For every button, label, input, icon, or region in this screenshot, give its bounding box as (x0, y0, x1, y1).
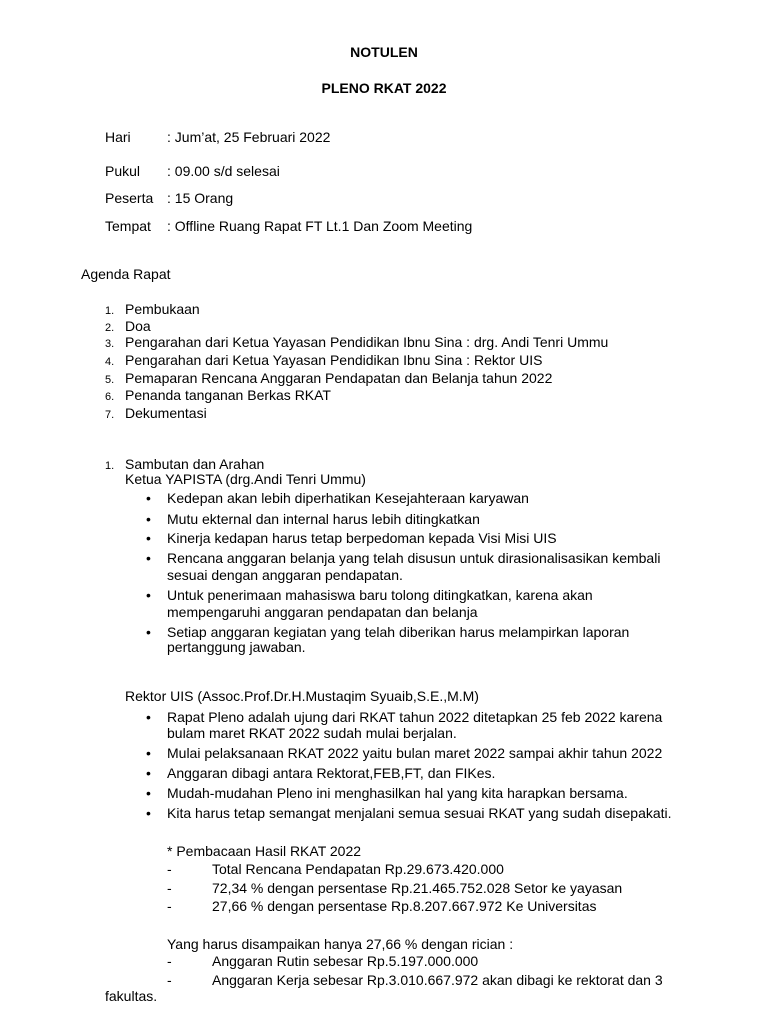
bullet-text: Kedepan akan lebih diperhatikan Kesejahteraan karyawan (167, 490, 529, 506)
meta-value-pukul: : 09.00 s/d selesai (167, 163, 280, 179)
agenda-item: Pengarahan dari Ketua Yayasan Pendidikan Ibnu Sina : drg. Andi Tenri Ummu (125, 334, 609, 350)
speaker-name-rektor: Rektor UIS (Assoc.Prof.Dr.H.Mustaqim Syuaib,S.E.,M.M) (125, 688, 479, 704)
agenda-item: Penanda tanganan Berkas RKAT (125, 387, 331, 403)
bullet-text-continued: mempengaruhi anggaran pendapatan dan belanja (167, 604, 478, 620)
dash-marker: - (167, 898, 172, 914)
dash-marker: - (167, 861, 172, 877)
meta-value-tempat: : Offline Ruang Rapat FT Lt.1 Dan Zoom Meeting (167, 218, 473, 234)
reading-item: Total Rencana Pendapatan Rp.29.673.420.000 (212, 861, 504, 877)
bullet-icon: • (146, 785, 151, 801)
bullet-text: Kinerja kedapan harus tetap berpedoman kepada Visi Misi UIS (167, 530, 557, 546)
document-title: NOTULEN (350, 44, 418, 60)
reading-item: Anggaran Rutin sebesar Rp.5.197.000.000 (212, 953, 479, 969)
bullet-text: Kita harus tetap semangat menjalani semua sesuai RKAT yang sudah disepakati. (167, 805, 672, 821)
bullet-icon: • (146, 709, 151, 725)
agenda-item: Doa (125, 318, 151, 334)
agenda-item-number: 3. (105, 338, 115, 350)
agenda-item-number: 7. (105, 409, 115, 421)
bullet-text: Rapat Pleno adalah ujung dari RKAT tahun 2022 ditetapkan 25 feb 2022 karena (167, 709, 663, 725)
bullet-text: Mulai pelaksanaan RKAT 2022 yaitu bulan maret 2022 sampai akhir tahun 2022 (167, 745, 663, 761)
bullet-icon: • (146, 511, 151, 527)
meta-label-peserta: Peserta (105, 190, 154, 206)
agenda-item: Pembukaan (125, 301, 200, 317)
bullet-icon: • (146, 745, 151, 761)
reading-item: 27,66 % dengan persentase Rp.8.207.667.972 Ke Universitas (212, 898, 597, 914)
bullet-icon: • (146, 765, 151, 781)
bullet-text: Mudah-mudahan Pleno ini menghasilkan hal yang kita harapkan bersama. (167, 785, 628, 801)
speaker-name-yapista: Ketua YAPISTA (drg.Andi Tenri Ummu) (125, 471, 366, 487)
section-title: Sambutan dan Arahan (125, 456, 265, 472)
bullet-icon: • (146, 490, 151, 506)
agenda-item: Dekumentasi (125, 405, 207, 421)
bullet-icon: • (146, 587, 151, 603)
bullet-icon: • (146, 805, 151, 821)
agenda-item-number: 2. (105, 322, 115, 334)
dash-marker: - (167, 880, 172, 896)
bullet-text: Anggaran dibagi antara Rektorat,FEB,FT, dan FIKes. (167, 765, 496, 781)
reading-item: 72,34 % dengan persentase Rp.21.465.752.028 Setor ke yayasan (212, 880, 623, 896)
reading-heading: * Pembacaan Hasil RKAT 2022 (167, 843, 362, 859)
bullet-text-continued: bulam maret RKAT 2022 sudah mulai berjalan. (167, 725, 457, 741)
reading-item: Anggaran Kerja sebesar Rp.3.010.667.972 akan dibagi ke rektorat dan 3 (212, 972, 663, 988)
meta-value-hari: : Jum’at, 25 Februari 2022 (167, 129, 331, 145)
document-subtitle: PLENO RKAT 2022 (321, 80, 447, 96)
bullet-text: Rencana anggaran belanja yang telah disusun untuk dirasionalisasikan kembali (167, 550, 661, 566)
bullet-icon: • (146, 530, 151, 546)
bullet-text: Mutu ekternal dan internal harus lebih ditingkatkan (167, 511, 480, 527)
agenda-item: Pemaparan Rencana Anggaran Pendapatan dan Belanja tahun 2022 (125, 370, 553, 386)
agenda-item-number: 1. (105, 305, 115, 317)
section-number: 1. (105, 460, 115, 472)
reading-note: Yang harus disampaikan hanya 27,66 % dengan rician : (167, 936, 514, 952)
bullet-icon: • (146, 624, 151, 640)
bullet-text: Untuk penerimaan mahasiswa baru tolong ditingkatkan, karena akan (167, 587, 593, 603)
bullet-text: Setiap anggaran kegiatan yang telah diberikan harus melampirkan laporan (167, 624, 630, 640)
bullet-text-continued: pertanggung jawaban. (167, 639, 306, 655)
meta-label-hari: Hari (105, 129, 131, 145)
meta-label-tempat: Tempat (105, 218, 151, 234)
dash-marker: - (167, 953, 172, 969)
reading-continuation: fakultas. (105, 988, 158, 1004)
agenda-item-number: 6. (105, 391, 115, 403)
bullet-text-continued: sesuai dengan anggaran pendapatan. (167, 567, 403, 583)
agenda-heading: Agenda Rapat (81, 266, 171, 282)
agenda-item-number: 4. (105, 356, 115, 368)
agenda-item-number: 5. (105, 374, 115, 386)
meta-value-peserta: : 15 Orang (167, 190, 234, 206)
bullet-icon: • (146, 550, 151, 566)
meta-label-pukul: Pukul (105, 163, 141, 179)
agenda-item: Pengarahan dari Ketua Yayasan Pendidikan Ibnu Sina : Rektor UIS (125, 352, 543, 368)
dash-marker: - (167, 972, 172, 988)
